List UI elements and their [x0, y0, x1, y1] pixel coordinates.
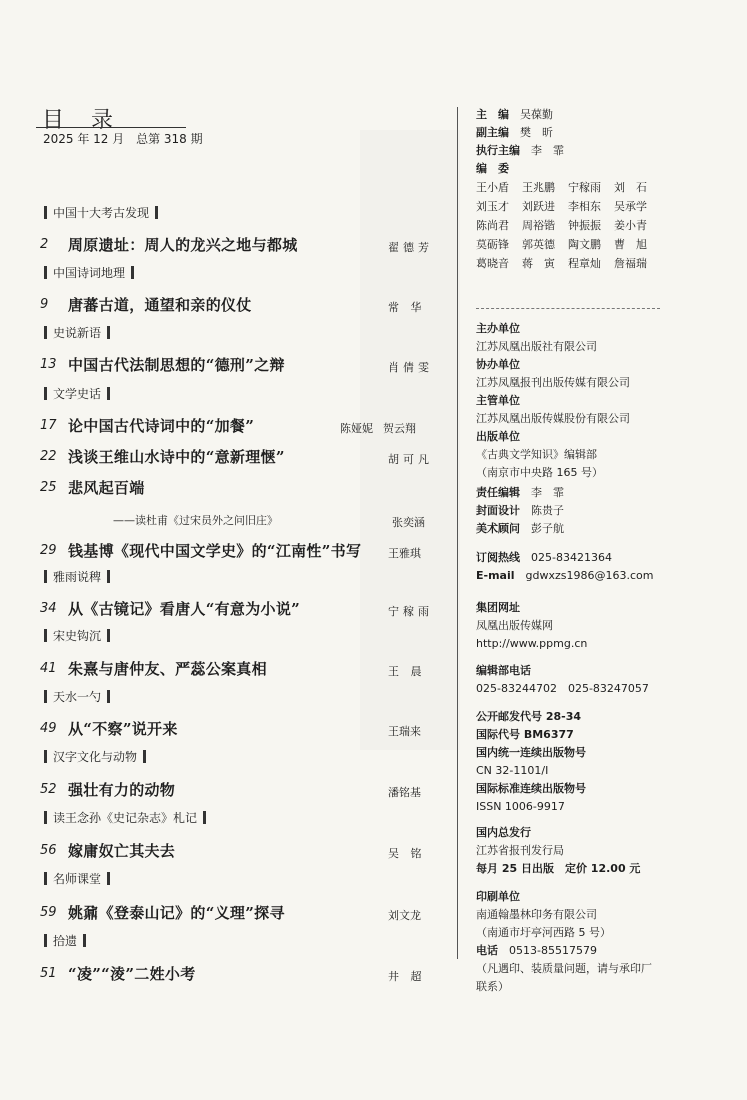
toc-entry[interactable]	[0, 718, 440, 740]
article-author: 王 晨	[388, 665, 426, 678]
article-title: 嫁庸奴亡其夫去	[68, 842, 176, 860]
website-link[interactable]: http://www.ppmg.cn	[476, 637, 588, 650]
toc-entry[interactable]	[0, 779, 440, 801]
toc-entry[interactable]	[0, 415, 440, 437]
article-title: 唐蕃古道，通望和亲的仪仗	[68, 296, 252, 314]
page-number: 17	[40, 418, 57, 433]
toc-entry[interactable]	[0, 902, 440, 924]
masthead	[476, 106, 658, 273]
page-number: 25	[40, 480, 57, 495]
article-title: 论中国古代诗词中的“加餐”	[68, 417, 255, 435]
article-title: 从《古镜记》看唐人“有意为小说”	[68, 600, 301, 618]
article-title: 钱基博《现代中国文学史》的“江南性”书写	[68, 542, 362, 560]
issue-info	[43, 130, 211, 147]
page-title: 目 录	[42, 108, 123, 133]
page-number: 51	[40, 966, 57, 981]
committee-member: 曹 旭	[614, 238, 647, 251]
toc-entry[interactable]	[0, 963, 440, 985]
article-title: 悲风起百端	[68, 479, 145, 497]
committee-member: 宁稼雨	[568, 181, 601, 194]
column-divider	[457, 107, 458, 959]
toc-entry[interactable]	[0, 598, 440, 620]
committee-label: 编 委	[476, 162, 509, 175]
committee-member: 陈尚君	[476, 219, 509, 232]
section-tag: 名师课堂	[38, 869, 116, 887]
article-author: 刘文龙	[388, 909, 421, 922]
subscription-info: 订阅热线 025-83421364 E-mail gdwxzs1986@163.com	[476, 551, 654, 582]
section-tag: 汉字文化与动物	[38, 747, 152, 765]
committee-member: 郭英德	[522, 238, 555, 251]
page-number: 56	[40, 843, 57, 858]
article-author: 翟德芳	[388, 241, 433, 254]
issue-number: 总第 318 期	[136, 132, 203, 146]
toc-entry[interactable]	[0, 354, 440, 376]
article-title: 强壮有力的动物	[68, 781, 176, 799]
staff-info: 责任编辑 李 霏 封面设计 陈贵子 美术顾问 彭子航	[476, 486, 564, 535]
page-number: 29	[40, 543, 57, 558]
committee-member: 詹福瑞	[614, 257, 647, 270]
article-subtitle: ——读杜甫《过宋员外之问旧庄》	[113, 514, 278, 527]
toc-entry[interactable]	[0, 446, 440, 468]
article-title: 姚鼐《登泰山记》的“义理”探寻	[68, 904, 285, 922]
section-tag: 雅雨说稗	[38, 567, 116, 585]
toc-entry[interactable]	[0, 540, 440, 562]
committee-member: 刘 石	[614, 181, 647, 194]
section-tag: 读王念孙《史记杂志》札记	[38, 808, 212, 826]
article-author: 肖倩雯	[388, 361, 433, 374]
article-title: 从“不察”说开来	[68, 720, 178, 738]
page-number: 59	[40, 905, 57, 920]
committee-member: 蒋 寅	[522, 257, 555, 270]
email-link[interactable]: gdwxzs1986@163.com	[525, 569, 654, 582]
committee-member: 吴承学	[614, 200, 647, 213]
committee-member: 刘跃进	[522, 200, 555, 213]
toc-entry[interactable]	[0, 294, 440, 316]
committee-member: 莫砺锋	[476, 238, 509, 251]
printing-info: 印刷单位 南通翰墨林印务有限公司 （南通市圩亭河西路 5 号） 电话 0513-85517579 （凡遇印、装质量问题，请与承印厂 联系）	[476, 890, 652, 993]
page-number: 41	[40, 661, 57, 676]
section-tag: 史说新语	[38, 323, 116, 341]
article-author: 潘铭基	[388, 786, 421, 799]
article-title: “凌”“淩”二姓小考	[68, 965, 196, 983]
committee-member: 程章灿	[568, 257, 601, 270]
article-title: 朱熹与唐仲友、严蕊公案真相	[68, 660, 267, 678]
website-info: 集团网址 凤凰出版传媒网 http://www.ppmg.cn	[476, 599, 587, 653]
committee-member: 陶文鹏	[568, 238, 601, 251]
title-rule	[36, 127, 186, 128]
toc-entry[interactable]	[0, 840, 440, 862]
section-tag: 文学史话	[38, 384, 116, 402]
page-number: 13	[40, 357, 57, 372]
publication-codes: 公开邮发代号 28-34 国际代号 BM6377 国内统一连续出版物号 CN 32-1101/I 国际标准连续出版物号 ISSN 1006-9917	[476, 710, 586, 813]
toc-entry[interactable]	[0, 234, 440, 256]
page-number: 34	[40, 601, 57, 616]
committee-member: 周裕锴	[522, 219, 555, 232]
dotted-separator	[476, 308, 660, 309]
article-author: 常 华	[388, 301, 426, 314]
editorial-committee	[476, 179, 658, 273]
article-author: 吴 铭	[388, 847, 426, 860]
paper-shadow	[360, 130, 460, 750]
section-tag: 宋史钩沉	[38, 626, 116, 644]
article-title: 周原遗址：周人的龙兴之地与都城	[68, 236, 298, 254]
article-author: 胡可凡	[388, 453, 433, 466]
article-author: 张奕涵	[392, 516, 425, 529]
committee-member: 葛晓音	[476, 257, 509, 270]
toc-entry[interactable]	[0, 477, 440, 499]
section-tag: 天水一勺	[38, 687, 116, 705]
article-author: 井 超	[388, 970, 426, 983]
article-author: 王雅琪	[388, 547, 421, 560]
article-authors: 陈娅妮 贺云翔	[340, 422, 416, 435]
section-tag: 拾遗	[38, 931, 92, 949]
article-title: 浅谈王维山水诗中的“意新理惬”	[68, 448, 285, 466]
toc-entry[interactable]	[0, 658, 440, 680]
publisher-info: 主办单位 江苏凤凰出版社有限公司 协办单位 江苏凤凰报刊出版传媒有限公司 主管单位 江苏凤凰出版传媒股份有限公司 出版单位 《古典文学知识》编辑部 （南京市中央路 165 号）	[476, 322, 630, 479]
page-number: 49	[40, 721, 57, 736]
article-title: 中国古代法制思想的“德刑”之辩	[68, 356, 285, 374]
deputy-editor: 副主编 樊 昕	[476, 126, 553, 139]
committee-member: 李相东	[568, 200, 601, 213]
article-author: 宁稼雨	[388, 605, 433, 618]
chief-editor: 主 编 吴葆勤	[476, 108, 553, 121]
page-number: 2	[40, 237, 49, 252]
issue-date: 2025 年 12 月	[43, 132, 125, 146]
committee-member: 王兆鹏	[522, 181, 555, 194]
page-number: 9	[40, 297, 49, 312]
page-number: 22	[40, 449, 57, 464]
section-tag: 中国十大考古发现	[38, 203, 164, 221]
executive-editor: 执行主编 李 霏	[476, 144, 564, 157]
committee-member: 钟振振	[568, 219, 601, 232]
committee-member: 刘玉才	[476, 200, 509, 213]
editorial-phone: 编辑部电话 025-83244702 025-83247057	[476, 664, 649, 695]
page-number: 52	[40, 782, 57, 797]
article-author: 王瑞来	[388, 725, 421, 738]
distribution-info: 国内总发行 江苏省报刊发行局 每月 25 日出版 定价 12.00 元	[476, 826, 641, 875]
section-tag: 中国诗词地理	[38, 263, 140, 281]
committee-member: 王小盾	[476, 181, 509, 194]
committee-member: 姜小青	[614, 219, 647, 232]
